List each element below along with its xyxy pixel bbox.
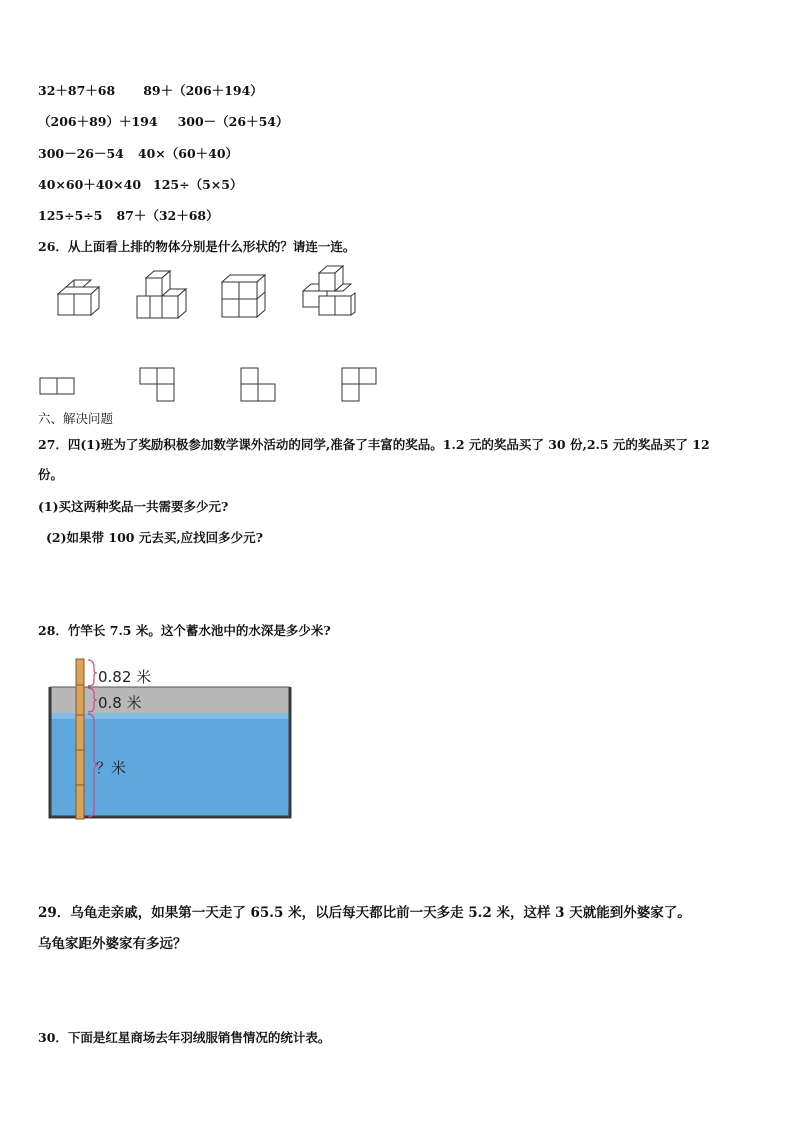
top-view-3 — [241, 368, 275, 401]
brace-top — [88, 660, 97, 686]
cube-figure-3 — [222, 275, 265, 317]
calc-expr: 40×60＋40×40 — [38, 177, 142, 192]
cube-figure-1 — [58, 280, 99, 315]
question-27-sub1: (1)买这两种奖品一共需要多少元? — [38, 499, 229, 514]
calc-expr: 300－（26＋54） — [177, 114, 289, 129]
calc-expr: 40×（60＋40） — [137, 146, 239, 161]
question-26: 26．从上面看上排的物体分别是什么形状的？请连一连。 — [38, 239, 356, 254]
top-view-1 — [40, 378, 74, 394]
cube-figure-2 — [137, 271, 186, 318]
calc-expr: 125÷（5×5） — [153, 177, 243, 192]
cube-figure-4 — [303, 266, 355, 315]
calc-expr: 32＋87＋68 — [38, 83, 116, 98]
question-30: 30．下面是红星商场去年羽绒服销售情况的统计表。 — [38, 1030, 331, 1045]
calc-expr: 300－26－54 — [38, 146, 124, 161]
section-title: 六、解决问题 — [38, 411, 114, 426]
label-water-depth: ？米 — [96, 759, 127, 777]
top-view-4 — [342, 368, 376, 401]
top-view-2 — [140, 368, 174, 401]
calc-expr: 125÷5÷5 — [38, 208, 103, 223]
question-27-line1: 27．四(1)班为了奖励积极参加数学课外活动的同学,准备了丰富的奖品。1.2 元的奖品买了 30 份,2.5 元的奖品买了 12 — [38, 437, 710, 452]
question-29-line1: 29．乌龟走亲戚，如果第一天走了 65.5 米，以后每天都比前一天多走 5.2 米，这样 3 天就能到外婆家了。 — [38, 905, 691, 921]
question-28: 28．竹竿长 7.5 米。这个蓄水池中的水深是多少米? — [38, 623, 331, 638]
bamboo-pole — [76, 659, 84, 819]
question-29-line2: 乌龟家距外婆家有多远？ — [38, 936, 187, 952]
calc-expr: 87＋（32＋68） — [116, 208, 219, 223]
question-27-sub2: (2)如果带 100 元去买,应找回多少元? — [46, 530, 263, 545]
question-27-line2: 份。 — [38, 467, 64, 482]
pool-air-gap — [50, 687, 290, 713]
calc-expr: 89＋（206＋194） — [143, 83, 263, 98]
label-pole-above: 0.82 米 — [98, 668, 152, 686]
label-air-gap: 0.8 米 — [98, 694, 142, 712]
cube-figures — [0, 0, 794, 420]
pool-diagram — [44, 655, 294, 825]
calc-expr: （206＋89）＋194 — [38, 114, 158, 129]
pool-water — [50, 713, 290, 817]
